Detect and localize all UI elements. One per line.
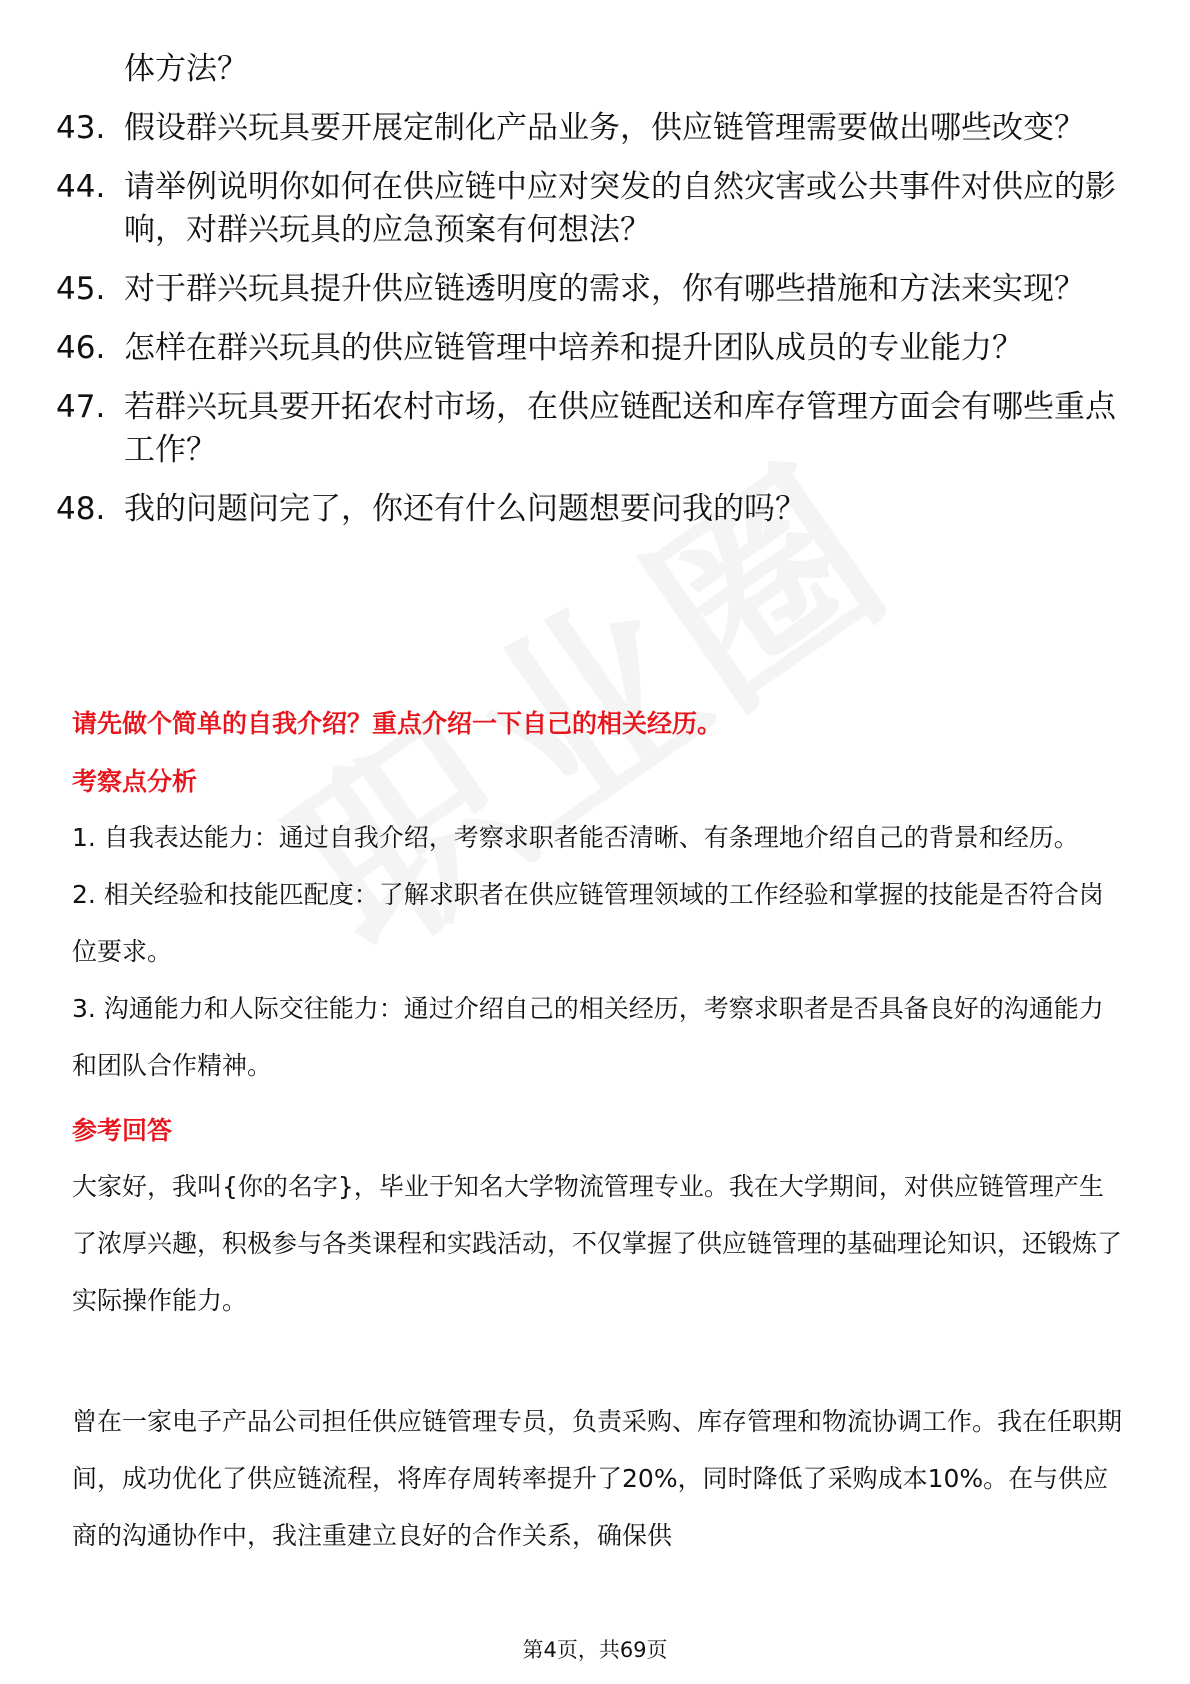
- answer-heading: 参考回答: [72, 1116, 173, 1145]
- analysis-heading: 考察点分析: [72, 767, 198, 796]
- question-list: [56, 48, 1136, 547]
- question-number: 47.: [56, 389, 106, 425]
- question-number: 43.: [56, 110, 106, 146]
- analysis-point: 2. 相关经验和技能匹配度：了解求职者在供应链管理领域的工作经验和掌握的技能是否符合岗位要求。: [72, 880, 1104, 966]
- question-number: 44.: [56, 169, 106, 205]
- question-text: 假设群兴玩具要开展定制化产品业务，供应链管理需要做出哪些改变？: [124, 110, 1085, 146]
- question-number: 46.: [56, 330, 106, 366]
- question-continuation: 体方法？: [124, 51, 248, 87]
- question-item: [56, 327, 1136, 370]
- question-text: 请举例说明你如何在供应链中应对突发的自然灾害或公共事件对供应的影响，对群兴玩具的应急预案有何想法？: [124, 169, 1116, 248]
- analysis-point: 3. 沟通能力和人际交往能力：通过介绍自己的相关经历，考察求职者是否具备良好的沟通能力和团队合作精神。: [72, 994, 1104, 1080]
- analysis-point: 1. 自我表达能力：通过自我介绍，考察求职者能否清晰、有条理地介绍自己的背景和经历。: [72, 823, 1079, 852]
- question-text: 我的问题问完了，你还有什么问题想要问我的吗？: [124, 491, 806, 527]
- question-text: 对于群兴玩具提升供应链透明度的需求，你有哪些措施和方法来实现？: [124, 271, 1085, 307]
- question-number: 45.: [56, 271, 106, 307]
- page-footer: 第4页，共69页: [522, 1638, 668, 1662]
- question-item: [56, 386, 1136, 472]
- question-number: 48.: [56, 491, 106, 527]
- section-question: 请先做个简单的自我介绍？重点介绍一下自己的相关经历。: [72, 709, 723, 738]
- question-item: [56, 488, 1136, 531]
- question-text: 怎样在群兴玩具的供应链管理中培养和提升团队成员的专业能力？: [124, 330, 1023, 366]
- question-text: 若群兴玩具要开拓农村市场，在供应链配送和库存管理方面会有哪些重点工作？: [124, 389, 1116, 468]
- answer-paragraph: 曾在一家电子产品公司担任供应链管理专员，负责采购、库存管理和物流协调工作。我在任职期间，成功优化了供应链流程，将库存周转率提升了20%，同时降低了采购成本10%。在与供应商的沟通协作中，我注重建立良好的合作关系，确保供: [72, 1407, 1123, 1550]
- question-item: [56, 107, 1136, 150]
- question-item: [56, 166, 1136, 252]
- answer-section: [72, 705, 1122, 1564]
- answer-paragraph: 大家好，我叫{你的名字}，毕业于知名大学物流管理专业。我在大学期间，对供应链管理产生了浓厚兴趣，积极参与各类课程和实践活动，不仅掌握了供应链管理的基础理论知识，还锻炼了实际操作能力。: [72, 1172, 1123, 1315]
- question-item: [56, 268, 1136, 311]
